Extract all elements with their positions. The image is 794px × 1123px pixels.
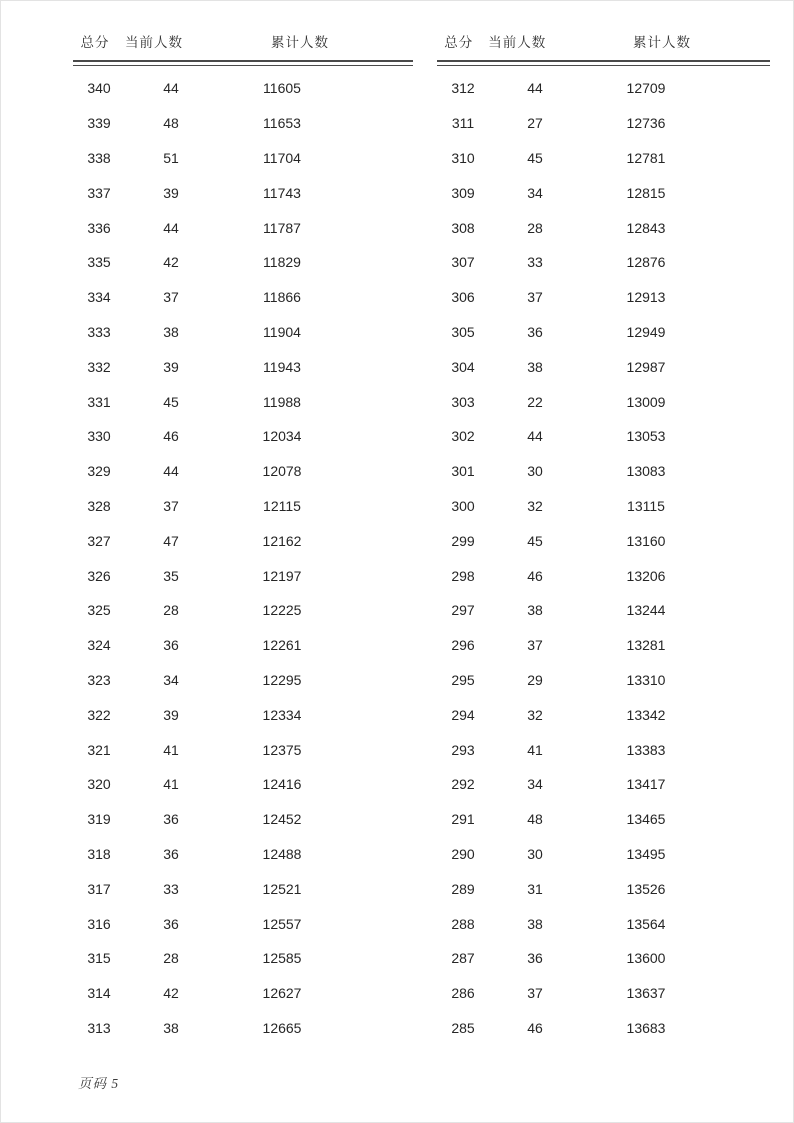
score-cell: 305 — [451, 323, 475, 340]
score-cell: 306 — [451, 289, 475, 306]
cumulative-count-cell: 13342 — [626, 706, 666, 723]
table-row — [73, 245, 413, 280]
score-cell: 329 — [87, 463, 111, 480]
score-table-left — [73, 30, 413, 1045]
table-row — [73, 489, 413, 524]
score-cell: 308 — [451, 219, 475, 236]
score-cell: 302 — [451, 428, 475, 445]
cumulative-count-cell: 11743 — [263, 184, 301, 201]
current-count-cell: 48 — [527, 811, 543, 828]
current-count-cell: 51 — [163, 149, 179, 166]
cumulative-count-cell: 12781 — [626, 149, 666, 166]
table-row — [73, 593, 413, 628]
table-row — [437, 837, 770, 872]
current-count-cell: 34 — [527, 184, 543, 201]
cumulative-count-cell: 12162 — [262, 532, 302, 549]
cumulative-count-cell: 12115 — [263, 497, 301, 514]
current-count-cell: 38 — [527, 915, 543, 932]
cumulative-count-cell: 12665 — [262, 1019, 302, 1036]
score-cell: 310 — [451, 149, 475, 166]
score-cell: 292 — [451, 776, 475, 793]
current-count-cell: 30 — [527, 845, 543, 862]
cumulative-count-cell: 12452 — [262, 811, 302, 828]
score-cell: 324 — [87, 637, 111, 654]
current-count-cell: 44 — [163, 80, 179, 97]
score-cell: 286 — [451, 985, 475, 1002]
cumulative-count-cell: 12843 — [626, 219, 666, 236]
current-count-cell: 32 — [527, 497, 543, 514]
score-table-right — [437, 30, 770, 1045]
cumulative-count-cell: 13526 — [626, 880, 666, 897]
table-row — [73, 384, 413, 419]
current-count-cell: 28 — [163, 950, 179, 967]
table-row — [73, 523, 413, 558]
score-cell: 315 — [87, 950, 111, 967]
current-count-cell: 39 — [163, 706, 179, 723]
score-cell: 339 — [87, 115, 111, 132]
current-count-cell: 38 — [527, 602, 543, 619]
score-cell: 332 — [87, 358, 111, 375]
current-count-cell: 22 — [527, 393, 543, 410]
current-count-cell: 37 — [163, 497, 179, 514]
score-cell: 328 — [87, 497, 111, 514]
score-cell: 289 — [451, 880, 475, 897]
cumulative-count-cell: 12876 — [626, 254, 666, 271]
cumulative-count-cell: 13637 — [626, 985, 666, 1002]
cumulative-count-cell: 13053 — [626, 428, 666, 445]
header-cumulative-count: 累计人数 — [271, 35, 329, 50]
cumulative-count-cell: 11787 — [263, 219, 301, 236]
score-cell: 290 — [451, 845, 475, 862]
current-count-cell: 28 — [163, 602, 179, 619]
cumulative-count-cell: 13465 — [626, 811, 666, 828]
table-row — [437, 802, 770, 837]
score-cell: 321 — [87, 741, 111, 758]
table-row — [73, 315, 413, 350]
cumulative-count-cell: 11829 — [263, 254, 301, 271]
score-cell: 300 — [451, 497, 475, 514]
header-total-score: 总分 — [444, 35, 474, 50]
cumulative-count-cell: 12334 — [262, 706, 302, 723]
current-count-cell: 36 — [527, 950, 543, 967]
table-row — [437, 523, 770, 558]
current-count-cell: 41 — [527, 741, 543, 758]
current-count-cell: 31 — [527, 880, 543, 897]
table-row — [73, 175, 413, 210]
score-cell: 288 — [451, 915, 475, 932]
score-cell: 299 — [451, 532, 475, 549]
table-row — [437, 871, 770, 906]
cumulative-count-cell: 12034 — [262, 428, 302, 445]
score-cell: 313 — [87, 1019, 111, 1036]
table-row — [437, 697, 770, 732]
table-row — [437, 175, 770, 210]
cumulative-count-cell: 12416 — [262, 776, 302, 793]
cumulative-count-cell: 13244 — [626, 602, 666, 619]
table-header-row — [73, 30, 413, 52]
table-row — [73, 349, 413, 384]
score-cell: 322 — [87, 706, 111, 723]
table-row — [73, 628, 413, 663]
current-count-cell: 34 — [527, 776, 543, 793]
score-cell: 307 — [451, 254, 475, 271]
cumulative-count-cell: 12627 — [262, 985, 302, 1002]
cumulative-count-cell: 12261 — [262, 637, 302, 654]
cumulative-count-cell: 13115 — [627, 497, 665, 514]
table-row — [73, 280, 413, 315]
header-cumulative-count: 累计人数 — [632, 35, 691, 50]
current-count-cell: 30 — [527, 463, 543, 480]
current-count-cell: 37 — [527, 985, 543, 1002]
current-count-cell: 46 — [527, 1019, 543, 1036]
table-row — [437, 419, 770, 454]
page-number-footer: 页码 5 — [78, 1076, 120, 1091]
table-row — [437, 976, 770, 1011]
cumulative-count-cell: 12815 — [626, 184, 666, 201]
score-cell: 303 — [451, 393, 475, 410]
cumulative-count-cell: 11943 — [263, 358, 301, 375]
current-count-cell: 35 — [163, 567, 179, 584]
cumulative-count-cell: 13383 — [626, 741, 666, 758]
table-row — [437, 106, 770, 141]
cumulative-count-cell: 11653 — [263, 115, 301, 132]
cumulative-count-cell: 12521 — [262, 880, 302, 897]
score-cell: 287 — [451, 950, 475, 967]
current-count-cell: 37 — [527, 637, 543, 654]
table-row — [437, 245, 770, 280]
current-count-cell: 45 — [163, 393, 179, 410]
score-cell: 326 — [87, 567, 111, 584]
score-cell: 335 — [87, 254, 111, 271]
cumulative-count-cell: 13310 — [626, 671, 666, 688]
cumulative-count-cell: 11704 — [263, 149, 301, 166]
current-count-cell: 41 — [163, 776, 179, 793]
cumulative-count-cell: 12488 — [262, 845, 302, 862]
table-row — [73, 802, 413, 837]
table-row — [437, 489, 770, 524]
score-cell: 293 — [451, 741, 475, 758]
score-cell: 337 — [87, 184, 111, 201]
score-cell: 301 — [451, 463, 475, 480]
table-header-row — [437, 30, 770, 52]
cumulative-count-cell: 12375 — [262, 741, 302, 758]
cumulative-count-cell: 13495 — [626, 845, 666, 862]
table-row — [73, 454, 413, 489]
table-row — [437, 732, 770, 767]
table-body — [437, 66, 770, 1045]
cumulative-count-cell: 13281 — [626, 637, 666, 654]
table-row — [437, 349, 770, 384]
cumulative-count-cell: 12078 — [262, 463, 302, 480]
cumulative-count-cell: 13160 — [626, 532, 666, 549]
table-row — [73, 1011, 413, 1046]
table-row — [73, 106, 413, 141]
score-cell: 333 — [87, 323, 111, 340]
cumulative-count-cell: 11988 — [263, 393, 301, 410]
current-count-cell: 47 — [163, 532, 179, 549]
table-row — [437, 663, 770, 698]
header-current-count: 当前人数 — [125, 35, 183, 50]
table-row — [437, 767, 770, 802]
score-cell: 323 — [87, 671, 111, 688]
score-cell: 317 — [87, 880, 111, 897]
score-cell: 291 — [451, 811, 475, 828]
table-row — [73, 906, 413, 941]
current-count-cell: 44 — [527, 428, 543, 445]
table-body — [73, 66, 413, 1045]
cumulative-count-cell: 12197 — [262, 567, 302, 584]
cumulative-count-cell: 11866 — [263, 289, 301, 306]
current-count-cell: 46 — [527, 567, 543, 584]
score-cell: 285 — [451, 1019, 475, 1036]
table-row — [73, 976, 413, 1011]
cumulative-count-cell: 13683 — [626, 1019, 666, 1036]
cumulative-count-cell: 13083 — [626, 463, 666, 480]
table-row — [437, 141, 770, 176]
score-cell: 294 — [451, 706, 475, 723]
table-row — [437, 280, 770, 315]
cumulative-count-cell: 12557 — [262, 915, 302, 932]
cumulative-count-cell: 12225 — [262, 602, 302, 619]
table-row — [437, 593, 770, 628]
table-row — [73, 697, 413, 732]
table-row — [73, 419, 413, 454]
cumulative-count-cell: 12913 — [626, 289, 666, 306]
current-count-cell: 36 — [163, 915, 179, 932]
current-count-cell: 29 — [527, 671, 543, 688]
score-cell: 309 — [451, 184, 475, 201]
score-cell: 298 — [451, 567, 475, 584]
score-cell: 314 — [87, 985, 111, 1002]
current-count-cell: 36 — [527, 323, 543, 340]
score-cell: 296 — [451, 637, 475, 654]
current-count-cell: 36 — [163, 811, 179, 828]
current-count-cell: 45 — [527, 532, 543, 549]
current-count-cell: 32 — [527, 706, 543, 723]
table-row — [73, 210, 413, 245]
score-cell: 316 — [87, 915, 111, 932]
score-cell: 295 — [451, 671, 475, 688]
current-count-cell: 42 — [163, 254, 179, 271]
current-count-cell: 45 — [527, 149, 543, 166]
score-cell: 330 — [87, 428, 111, 445]
score-cell: 331 — [87, 393, 111, 410]
cumulative-count-cell: 12987 — [626, 358, 666, 375]
score-cell: 318 — [87, 845, 111, 862]
score-cell: 340 — [87, 80, 111, 97]
score-cell: 312 — [451, 80, 475, 97]
current-count-cell: 41 — [163, 741, 179, 758]
current-count-cell: 28 — [527, 219, 543, 236]
table-row — [437, 628, 770, 663]
current-count-cell: 33 — [527, 254, 543, 271]
cumulative-count-cell: 11605 — [263, 80, 301, 97]
current-count-cell: 27 — [527, 115, 543, 132]
current-count-cell: 38 — [163, 1019, 179, 1036]
current-count-cell: 42 — [163, 985, 179, 1002]
header-current-count: 当前人数 — [488, 35, 547, 50]
current-count-cell: 37 — [163, 289, 179, 306]
current-count-cell: 38 — [163, 323, 179, 340]
table-row — [73, 837, 413, 872]
current-count-cell: 37 — [527, 289, 543, 306]
table-row — [437, 941, 770, 976]
cumulative-count-cell: 13600 — [626, 950, 666, 967]
current-count-cell: 39 — [163, 184, 179, 201]
table-row — [437, 384, 770, 419]
score-cell: 311 — [451, 115, 475, 132]
cumulative-count-cell: 12709 — [626, 80, 666, 97]
score-cell: 304 — [451, 358, 475, 375]
current-count-cell: 36 — [163, 845, 179, 862]
cumulative-count-cell: 12736 — [626, 115, 666, 132]
table-row — [437, 1011, 770, 1046]
cumulative-count-cell: 12949 — [626, 323, 666, 340]
current-count-cell: 38 — [527, 358, 543, 375]
table-row — [73, 767, 413, 802]
current-count-cell: 44 — [163, 463, 179, 480]
cumulative-count-cell: 13564 — [626, 915, 666, 932]
score-cell: 325 — [87, 602, 111, 619]
table-row — [73, 871, 413, 906]
cumulative-count-cell: 12585 — [262, 950, 302, 967]
cumulative-count-cell: 12295 — [262, 671, 302, 688]
current-count-cell: 36 — [163, 637, 179, 654]
table-row — [73, 732, 413, 767]
table-row — [437, 558, 770, 593]
score-cell: 338 — [87, 149, 111, 166]
table-row — [437, 906, 770, 941]
table-row — [73, 663, 413, 698]
current-count-cell: 39 — [163, 358, 179, 375]
header-total-score: 总分 — [80, 35, 110, 50]
score-tables-container — [73, 30, 770, 1045]
current-count-cell: 34 — [163, 671, 179, 688]
cumulative-count-cell: 11904 — [263, 323, 301, 340]
table-row — [437, 210, 770, 245]
table-row — [73, 71, 413, 106]
table-row — [437, 71, 770, 106]
current-count-cell: 44 — [163, 219, 179, 236]
current-count-cell: 48 — [163, 115, 179, 132]
cumulative-count-cell: 13206 — [626, 567, 666, 584]
score-cell: 319 — [87, 811, 111, 828]
table-row — [73, 941, 413, 976]
current-count-cell: 44 — [527, 80, 543, 97]
current-count-cell: 33 — [163, 880, 179, 897]
cumulative-count-cell: 13009 — [626, 393, 666, 410]
table-row — [437, 454, 770, 489]
score-cell: 334 — [87, 289, 111, 306]
score-cell: 327 — [87, 532, 111, 549]
cumulative-count-cell: 13417 — [626, 776, 666, 793]
score-cell: 320 — [87, 776, 111, 793]
score-cell: 297 — [451, 602, 475, 619]
current-count-cell: 46 — [163, 428, 179, 445]
score-cell: 336 — [87, 219, 111, 236]
table-row — [73, 558, 413, 593]
table-row — [437, 315, 770, 350]
table-row — [73, 141, 413, 176]
